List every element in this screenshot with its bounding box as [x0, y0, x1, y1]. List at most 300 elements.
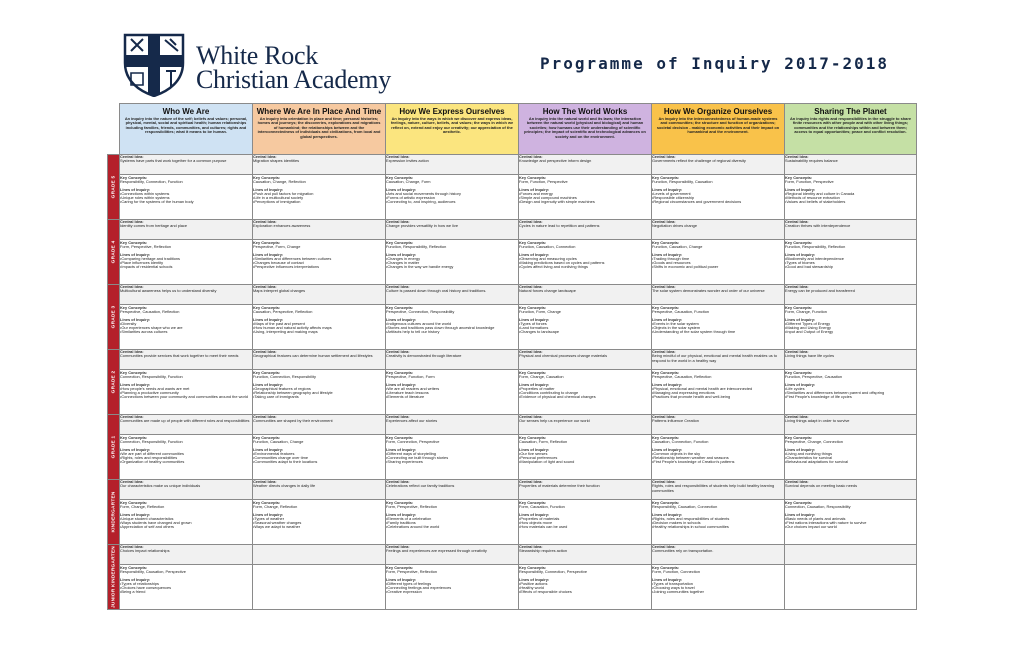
key-concepts-text: Perspective, Connection, Responsibility	[386, 309, 455, 315]
central-idea-label: Central Idea:	[519, 414, 543, 419]
line-of-inquiry-item: • Relationship between geography and lifestyle	[253, 391, 385, 395]
central-idea-label: Central Idea:	[785, 414, 809, 419]
theme-header-where-we-are-in-place-and-time	[253, 104, 386, 155]
lines-of-inquiry-label: Lines of Inquiry:	[652, 251, 683, 257]
empty-cell	[253, 545, 386, 565]
lines-of-inquiry-list	[519, 322, 651, 335]
grade-label-text: JUNIOR KINDERGARTEN	[111, 546, 116, 608]
central-idea-label: Central Idea:	[253, 414, 277, 419]
line-of-inquiry-item: • Similarities across cultures	[120, 330, 252, 334]
lines-of-inquiry-list	[120, 192, 252, 205]
line-of-inquiry-item: • Events in the solar system	[652, 322, 784, 326]
concepts-inquiry-cell	[652, 240, 785, 285]
lines-of-inquiry-label: Lines of Inquiry:	[386, 381, 417, 387]
line-of-inquiry-item: • Diversity	[120, 322, 252, 326]
lines-of-inquiry-label: Lines of Inquiry:	[253, 446, 284, 452]
central-idea-label: Central Idea:	[253, 479, 277, 484]
line-of-inquiry-item: • Different types of feelings	[386, 582, 518, 586]
line-of-inquiry-item: • Life cycles	[785, 387, 916, 391]
key-concepts-label: Key Concepts:	[652, 565, 680, 570]
line-of-inquiry-item: • Practices that promote health and well-being	[652, 395, 784, 399]
concepts-inquiry-cell	[652, 305, 785, 350]
central-idea-label: Central Idea:	[652, 219, 676, 224]
key-concepts-text: Connection, Causation, Responsibility	[785, 504, 851, 510]
key-concepts-label: Key Concepts:	[386, 240, 414, 245]
line-of-inquiry-item: • Biodiversity and interdependence	[785, 257, 916, 261]
key-concepts-label: Key Concepts:	[519, 370, 547, 375]
line-of-inquiry-item: • Evidence of physical and chemical changes	[519, 395, 651, 399]
central-idea-text: Feelings and experiences are expressed through creativity	[386, 548, 487, 554]
key-concepts-text: Form, Perspective, Reflection	[386, 569, 438, 575]
key-concepts-text: Function, Causation, Change	[253, 439, 304, 445]
grade-label-text: GRADE 4	[111, 240, 116, 264]
central-idea-label: Central Idea:	[120, 544, 144, 549]
key-concepts-label: Key Concepts:	[519, 175, 547, 180]
line-of-inquiry-item: • Using, interpreting and making maps	[253, 330, 385, 334]
line-of-inquiry-item: • Properties of matter	[519, 387, 651, 391]
lines-of-inquiry-label: Lines of Inquiry:	[386, 511, 417, 517]
line-of-inquiry-item: • Good and bad stewardship	[785, 265, 916, 269]
key-concepts-text: Form, Function, Perspective	[519, 179, 568, 185]
central-idea-label: Central Idea:	[253, 154, 277, 159]
lines-of-inquiry-list	[652, 452, 784, 465]
lines-of-inquiry-list	[386, 257, 518, 270]
lines-of-inquiry-list	[519, 452, 651, 465]
lines-of-inquiry-label: Lines of Inquiry:	[120, 446, 151, 452]
key-concepts-text: Causation, Perspective, Reflection	[253, 309, 313, 315]
central-idea-row-grade-3	[108, 285, 917, 305]
central-idea-cell	[652, 480, 785, 500]
grade-label-grade-4	[108, 220, 120, 285]
lines-of-inquiry-label: Lines of Inquiry:	[519, 511, 550, 517]
central-idea-label: Central Idea:	[386, 349, 410, 354]
concepts-inquiry-cell	[386, 305, 519, 350]
concepts-inquiry-cell	[253, 175, 386, 220]
central-idea-text: Negotiation drives change	[652, 223, 697, 229]
line-of-inquiry-item: • Forces and energy	[519, 192, 651, 196]
line-of-inquiry-item: • Responsible citizenship	[652, 196, 784, 200]
lines-of-inquiry-list	[386, 582, 518, 595]
lines-of-inquiry-list	[652, 322, 784, 335]
concepts-row-grade-5	[108, 175, 917, 220]
concepts-inquiry-cell	[785, 240, 917, 285]
concepts-inquiry-cell	[253, 240, 386, 285]
lines-of-inquiry-label: Lines of Inquiry:	[519, 251, 550, 257]
key-concepts-text: Responsibility, Connection, Function	[120, 179, 183, 185]
line-of-inquiry-item: • Understanding of the solar system through time	[652, 330, 784, 334]
line-of-inquiry-item: • Caring for the systems of the human body	[120, 200, 252, 204]
line-of-inquiry-item: • Personal preferences	[519, 456, 651, 460]
central-idea-cell	[785, 350, 917, 370]
concepts-inquiry-cell	[120, 305, 253, 350]
line-of-inquiry-item: • Organization of healthy communities	[120, 460, 252, 464]
key-concepts-text: Function, Responsibility, Reflection	[785, 244, 846, 250]
line-of-inquiry-item: • Artifacts help to tell our history	[386, 330, 518, 334]
central-idea-cell	[386, 285, 519, 305]
line-of-inquiry-item: • Properties of materials	[519, 517, 651, 521]
central-idea-text: Expression invites action	[386, 158, 429, 164]
line-of-inquiry-item: • Rights, roles and responsibilities of students	[652, 517, 784, 521]
lines-of-inquiry-label: Lines of Inquiry:	[785, 446, 816, 452]
central-idea-text: Patterns influence Creation	[652, 418, 699, 424]
line-of-inquiry-item: • Decision makers in schools	[652, 521, 784, 525]
line-of-inquiry-item: • Changes in energy	[386, 257, 518, 261]
key-concepts-label: Key Concepts:	[785, 500, 813, 505]
key-concepts-label: Key Concepts:	[652, 175, 680, 180]
concepts-inquiry-cell	[785, 175, 917, 220]
key-concepts-label: Key Concepts:	[120, 435, 148, 440]
key-concepts-text: Perspective, Function, Form	[386, 374, 435, 380]
line-of-inquiry-item: • Literature teach lessons	[386, 391, 518, 395]
line-of-inquiry-item: • How human and natural activity affects maps	[253, 326, 385, 330]
line-of-inquiry-item: • First People's knowledge of Creation's patterns	[652, 460, 784, 464]
concepts-inquiry-cell	[519, 565, 652, 610]
central-idea-cell	[253, 480, 386, 500]
concepts-inquiry-cell	[519, 240, 652, 285]
central-idea-label: Central Idea:	[785, 284, 809, 289]
grade-label-text: GRADE 3	[111, 305, 116, 329]
central-idea-cell	[386, 415, 519, 435]
theme-header-how-we-organize-ourselves	[652, 104, 785, 155]
line-of-inquiry-item: • Our choices impact our world	[785, 525, 916, 529]
theme-description: An inquiry into the interconnectedness of human-made systems and communities; the structure and function of organizations; societal decision - making economic activities and their impact on humankind and the environment.	[656, 116, 780, 135]
line-of-inquiry-item: • Communities change over time	[253, 456, 385, 460]
lines-of-inquiry-list	[785, 387, 916, 400]
line-of-inquiry-item: • Environmental features	[253, 452, 385, 456]
central-idea-cell	[652, 415, 785, 435]
line-of-inquiry-item: • Making and Using Energy	[785, 326, 916, 330]
lines-of-inquiry-label: Lines of Inquiry:	[386, 446, 417, 452]
central-idea-cell	[785, 480, 917, 500]
central-idea-label: Central Idea:	[386, 414, 410, 419]
key-concepts-label: Key Concepts:	[519, 240, 547, 245]
line-of-inquiry-item: • Healthy relationships in school communities	[652, 525, 784, 529]
lines-of-inquiry-label: Lines of Inquiry:	[386, 316, 417, 322]
central-idea-cell	[253, 155, 386, 175]
key-concepts-text: Causation, Form, Reflection	[519, 439, 568, 445]
central-idea-label: Central Idea:	[519, 154, 543, 159]
line-of-inquiry-item: • Perspective influences interpretations	[253, 265, 385, 269]
key-concepts-label: Key Concepts:	[519, 565, 547, 570]
lines-of-inquiry-label: Lines of Inquiry:	[253, 511, 284, 517]
central-idea-label: Central Idea:	[519, 479, 543, 484]
line-of-inquiry-item: • Cycles affect living and nonliving things	[519, 265, 651, 269]
line-of-inquiry-item: • Making predictions based on cycles and patterns	[519, 261, 651, 265]
line-of-inquiry-item: • How people's needs and wants are met	[120, 387, 252, 391]
key-concepts-label: Key Concepts:	[652, 305, 680, 310]
line-of-inquiry-item: • Seasonal weather changes	[253, 521, 385, 525]
key-concepts-label: Key Concepts:	[253, 500, 281, 505]
line-of-inquiry-item: • Creative expression	[386, 590, 518, 594]
key-concepts-label: Key Concepts:	[120, 175, 148, 180]
lines-of-inquiry-list	[253, 257, 385, 270]
key-concepts-label: Key Concepts:	[253, 240, 281, 245]
grade-label-text: KINDERGARTEN	[111, 491, 116, 533]
concepts-inquiry-cell	[253, 500, 386, 545]
line-of-inquiry-item: • Common objects in the sky	[652, 452, 784, 456]
concepts-row-kindergarten	[108, 500, 917, 545]
key-concepts-label: Key Concepts:	[386, 435, 414, 440]
lines-of-inquiry-label: Lines of Inquiry:	[386, 251, 417, 257]
lines-of-inquiry-label: Lines of Inquiry:	[120, 511, 151, 517]
line-of-inquiry-item: • First People's knowledge of life cycles	[785, 395, 916, 399]
key-concepts-text: Form, Perspective, Reflection	[120, 244, 172, 250]
central-idea-text: Identity comes from heritage and place	[120, 223, 188, 229]
line-of-inquiry-item: • Ways we adapt to weather	[253, 525, 385, 529]
key-concepts-label: Key Concepts:	[120, 305, 148, 310]
central-idea-label: Central Idea:	[386, 544, 410, 549]
theme-header-row	[108, 104, 917, 155]
central-idea-row-grade-1	[108, 415, 917, 435]
central-idea-label: Central Idea:	[386, 154, 410, 159]
line-of-inquiry-item: • Values and beliefs of stakeholders	[785, 200, 916, 204]
line-of-inquiry-item: • Types of forces	[519, 322, 651, 326]
line-of-inquiry-item: • Connections between your community and communities around the world	[120, 395, 252, 399]
empty-cell	[785, 565, 917, 610]
central-idea-text: Living things adapt in order to survive	[785, 418, 850, 424]
key-concepts-text: Function, Responsibility, Causation	[652, 179, 713, 185]
grade-label-text: GRADE 2	[111, 370, 116, 394]
central-idea-text: Maps interpret global changes	[253, 288, 306, 294]
central-idea-label: Central Idea:	[785, 219, 809, 224]
concepts-inquiry-cell	[519, 500, 652, 545]
page-title: Programme of Inquiry 2017-2018	[540, 54, 889, 73]
theme-description: An inquiry into rights and responsibilities in the struggle to share finite resources with other people and with other living things; communities and the relationships within and between them; access to equal opportunities; peace and conflict resolution.	[789, 116, 912, 135]
lines-of-inquiry-label: Lines of Inquiry:	[253, 186, 284, 192]
concepts-inquiry-cell	[386, 565, 519, 610]
line-of-inquiry-item: • Sharing experiences	[386, 460, 518, 464]
grade-label-text: GRADE 1	[111, 435, 116, 459]
line-of-inquiry-item: • Unique student characteristics	[120, 517, 252, 521]
lines-of-inquiry-label: Lines of Inquiry:	[519, 446, 550, 452]
lines-of-inquiry-label: Lines of Inquiry:	[253, 316, 284, 322]
lines-of-inquiry-label: Lines of Inquiry:	[785, 186, 816, 192]
key-concepts-label: Key Concepts:	[253, 305, 281, 310]
lines-of-inquiry-list	[253, 322, 385, 335]
theme-description: An inquiry into the nature of the self; beliefs and values; personal, physical, mental, social and spiritual health; human relationships including families, friends, communities, and cultures; rights and responsibilities; what it means to be human.	[124, 116, 248, 135]
line-of-inquiry-item: • Ways students have changed and grown	[120, 521, 252, 525]
line-of-inquiry-item: • Living and nonliving things	[785, 452, 916, 456]
line-of-inquiry-item: • Choosing ways to travel	[652, 586, 784, 590]
programme-table	[107, 103, 917, 610]
key-concepts-text: Form, Function, Perspective	[785, 179, 834, 185]
central-idea-text: Natural forces change landscape	[519, 288, 576, 294]
central-idea-label: Central Idea:	[386, 284, 410, 289]
lines-of-inquiry-list	[652, 257, 784, 270]
line-of-inquiry-item: • Connections within systems	[120, 192, 252, 196]
key-concepts-text: Perspective, Form, Change	[253, 244, 301, 250]
central-idea-cell	[386, 220, 519, 240]
central-idea-label: Central Idea:	[785, 479, 809, 484]
lines-of-inquiry-list	[785, 192, 916, 205]
central-idea-cell	[519, 545, 652, 565]
key-concepts-text: Form, Connection, Perspective	[386, 439, 440, 445]
central-idea-cell	[120, 415, 253, 435]
key-concepts-text: Causation, Change, Form	[386, 179, 431, 185]
lines-of-inquiry-list	[785, 257, 916, 270]
key-concepts-label: Key Concepts:	[519, 305, 547, 310]
line-of-inquiry-item: • Manipulation of light and sound	[519, 460, 651, 464]
central-idea-row-junior-kindergarten	[108, 545, 917, 565]
central-idea-label: Central Idea:	[652, 349, 676, 354]
lines-of-inquiry-label: Lines of Inquiry:	[519, 186, 550, 192]
central-idea-cell	[519, 285, 652, 305]
lines-of-inquiry-list	[120, 387, 252, 400]
line-of-inquiry-item: • Shifts in economic and political power	[652, 265, 784, 269]
school-crest-logo	[123, 33, 185, 97]
key-concepts-label: Key Concepts:	[253, 370, 281, 375]
central-idea-label: Central Idea:	[519, 349, 543, 354]
concepts-inquiry-cell	[652, 435, 785, 480]
lines-of-inquiry-label: Lines of Inquiry:	[652, 576, 683, 582]
central-idea-cell	[785, 415, 917, 435]
line-of-inquiry-item: • We are all readers and writers	[386, 387, 518, 391]
concepts-inquiry-cell	[120, 500, 253, 545]
line-of-inquiry-item: • Maps of the past and present	[253, 322, 385, 326]
line-of-inquiry-item: • Arts and social movements through history	[386, 192, 518, 196]
line-of-inquiry-item: • Changes because of contact	[253, 261, 385, 265]
line-of-inquiry-item: • Forms of artistic expression	[386, 196, 518, 200]
central-idea-cell	[386, 350, 519, 370]
concepts-inquiry-cell	[785, 435, 917, 480]
line-of-inquiry-item: • Methods of resource extraction	[785, 196, 916, 200]
line-of-inquiry-item: • Observing and measuring cycles	[519, 257, 651, 261]
key-concepts-text: Function, Responsibility, Reflection	[386, 244, 447, 250]
concepts-inquiry-cell	[386, 240, 519, 285]
concepts-inquiry-cell	[120, 240, 253, 285]
theme-name: Sharing The Planet	[814, 107, 887, 116]
key-concepts-text: Form, Causation, Function	[519, 504, 565, 510]
line-of-inquiry-item: • Regional identity and culture in Canada	[785, 192, 916, 196]
central-idea-cell	[519, 220, 652, 240]
concepts-row-grade-2	[108, 370, 917, 415]
central-idea-cell	[785, 155, 917, 175]
line-of-inquiry-item: • Family traditions	[386, 521, 518, 525]
concepts-inquiry-cell	[519, 435, 652, 480]
central-idea-cell	[120, 545, 253, 565]
central-idea-row-grade-4	[108, 220, 917, 240]
central-idea-text: Culture is passed down through oral history and traditions.	[386, 288, 487, 294]
central-idea-cell	[519, 155, 652, 175]
line-of-inquiry-item: • Levels of government	[652, 192, 784, 196]
central-idea-text: Communities rely on transportation.	[652, 548, 714, 554]
key-concepts-text: Form, Change, Reflection	[120, 504, 165, 510]
grade-label-kindergarten	[108, 480, 120, 545]
central-idea-row-kindergarten	[108, 480, 917, 500]
line-of-inquiry-item: • We are part of different communities	[120, 452, 252, 456]
central-idea-text: Cycles in nature lead to repetition and patterns	[519, 223, 600, 229]
lines-of-inquiry-list	[652, 387, 784, 400]
key-concepts-text: Function, Form, Change	[519, 309, 561, 315]
school-name-line1: White Rock	[196, 41, 318, 70]
central-idea-text: Migration shapes identities	[253, 158, 300, 164]
concepts-inquiry-cell	[120, 435, 253, 480]
lines-of-inquiry-list	[519, 192, 651, 205]
line-of-inquiry-item: • Connecting feelings and experiences	[386, 586, 518, 590]
central-idea-text: Creativity is demonstrated through literature	[386, 353, 462, 359]
central-idea-cell	[519, 480, 652, 500]
key-concepts-label: Key Concepts:	[652, 370, 680, 375]
key-concepts-label: Key Concepts:	[519, 500, 547, 505]
central-idea-cell	[785, 220, 917, 240]
line-of-inquiry-item: • Communities adapt to their locations	[253, 460, 385, 464]
lines-of-inquiry-label: Lines of Inquiry:	[785, 381, 816, 387]
line-of-inquiry-item: • Taking care of immigrants	[253, 395, 385, 399]
central-idea-cell	[785, 285, 917, 305]
central-idea-label: Central Idea:	[253, 219, 277, 224]
grade-label-junior-kindergarten	[108, 545, 120, 610]
lines-of-inquiry-label: Lines of Inquiry:	[519, 316, 550, 322]
lines-of-inquiry-list	[386, 517, 518, 530]
line-of-inquiry-item: • Design and ingenuity with simple machines	[519, 200, 651, 204]
key-concepts-label: Key Concepts:	[120, 500, 148, 505]
central-idea-cell	[652, 350, 785, 370]
key-concepts-text: Form, Perspective, Reflection	[386, 504, 438, 510]
central-idea-cell	[120, 155, 253, 175]
line-of-inquiry-item: • Push and pull factors for migration	[253, 192, 385, 196]
lines-of-inquiry-label: Lines of Inquiry:	[120, 381, 151, 387]
line-of-inquiry-item: • Types of weather	[253, 517, 385, 521]
lines-of-inquiry-list	[120, 582, 252, 595]
central-idea-row-grade-2	[108, 350, 917, 370]
lines-of-inquiry-list	[652, 517, 784, 530]
central-idea-cell	[120, 285, 253, 305]
theme-name: Where We Are In Place And Time	[256, 107, 382, 116]
central-idea-label: Central Idea:	[652, 284, 676, 289]
central-idea-label: Central Idea:	[120, 479, 144, 484]
key-concepts-text: Function, Perspective, Causation	[785, 374, 843, 380]
central-idea-cell	[519, 350, 652, 370]
central-idea-label: Central Idea:	[253, 349, 277, 354]
central-idea-text: Experiences affect our stories	[386, 418, 438, 424]
line-of-inquiry-item: • Similarities and differences between cultures	[253, 257, 385, 261]
key-concepts-text: Responsibility, Causation, Perspective	[120, 569, 186, 575]
key-concepts-label: Key Concepts:	[120, 370, 148, 375]
central-idea-cell	[253, 350, 386, 370]
key-concepts-text: Form, Function, Connection	[652, 569, 701, 575]
central-idea-row-grade-5	[108, 155, 917, 175]
lines-of-inquiry-label: Lines of Inquiry:	[652, 316, 683, 322]
key-concepts-text: Responsibility, Causation, Connection	[652, 504, 718, 510]
theme-description: An inquiry into the natural world and its laws; the interaction between the natural world (physical and biological) and human societies; how humans use their understanding of scientific principles; the impact of scientific and technological advances on society and on the environment.	[524, 116, 646, 139]
line-of-inquiry-item: • Celebrations around the world	[386, 525, 518, 529]
lines-of-inquiry-label: Lines of Inquiry:	[519, 576, 550, 582]
line-of-inquiry-item: • Basic needs of plants and animals	[785, 517, 916, 521]
line-of-inquiry-item: • Trading through time	[652, 257, 784, 261]
key-concepts-label: Key Concepts:	[386, 175, 414, 180]
lines-of-inquiry-label: Lines of Inquiry:	[519, 381, 550, 387]
central-idea-cell	[386, 480, 519, 500]
line-of-inquiry-item: • Land formations	[519, 326, 651, 330]
central-idea-text: Communities are shaped by their environment	[253, 418, 333, 424]
key-concepts-label: Key Concepts:	[386, 305, 414, 310]
key-concepts-label: Key Concepts:	[253, 435, 281, 440]
central-idea-text: Properties of materials determine their function	[519, 483, 600, 489]
central-idea-cell	[120, 480, 253, 500]
concepts-row-grade-3	[108, 305, 917, 350]
lines-of-inquiry-list	[386, 452, 518, 465]
line-of-inquiry-item: • Types of relationships	[120, 582, 252, 586]
theme-name: How We Express Ourselves	[399, 107, 505, 116]
lines-of-inquiry-label: Lines of Inquiry:	[785, 316, 816, 322]
concepts-inquiry-cell	[519, 305, 652, 350]
key-concepts-label: Key Concepts:	[386, 500, 414, 505]
lines-of-inquiry-label: Lines of Inquiry:	[785, 251, 816, 257]
key-concepts-label: Key Concepts:	[785, 305, 813, 310]
central-idea-label: Central Idea:	[519, 284, 543, 289]
lines-of-inquiry-list	[253, 387, 385, 400]
line-of-inquiry-item: • Changes in the way we handle energy	[386, 265, 518, 269]
